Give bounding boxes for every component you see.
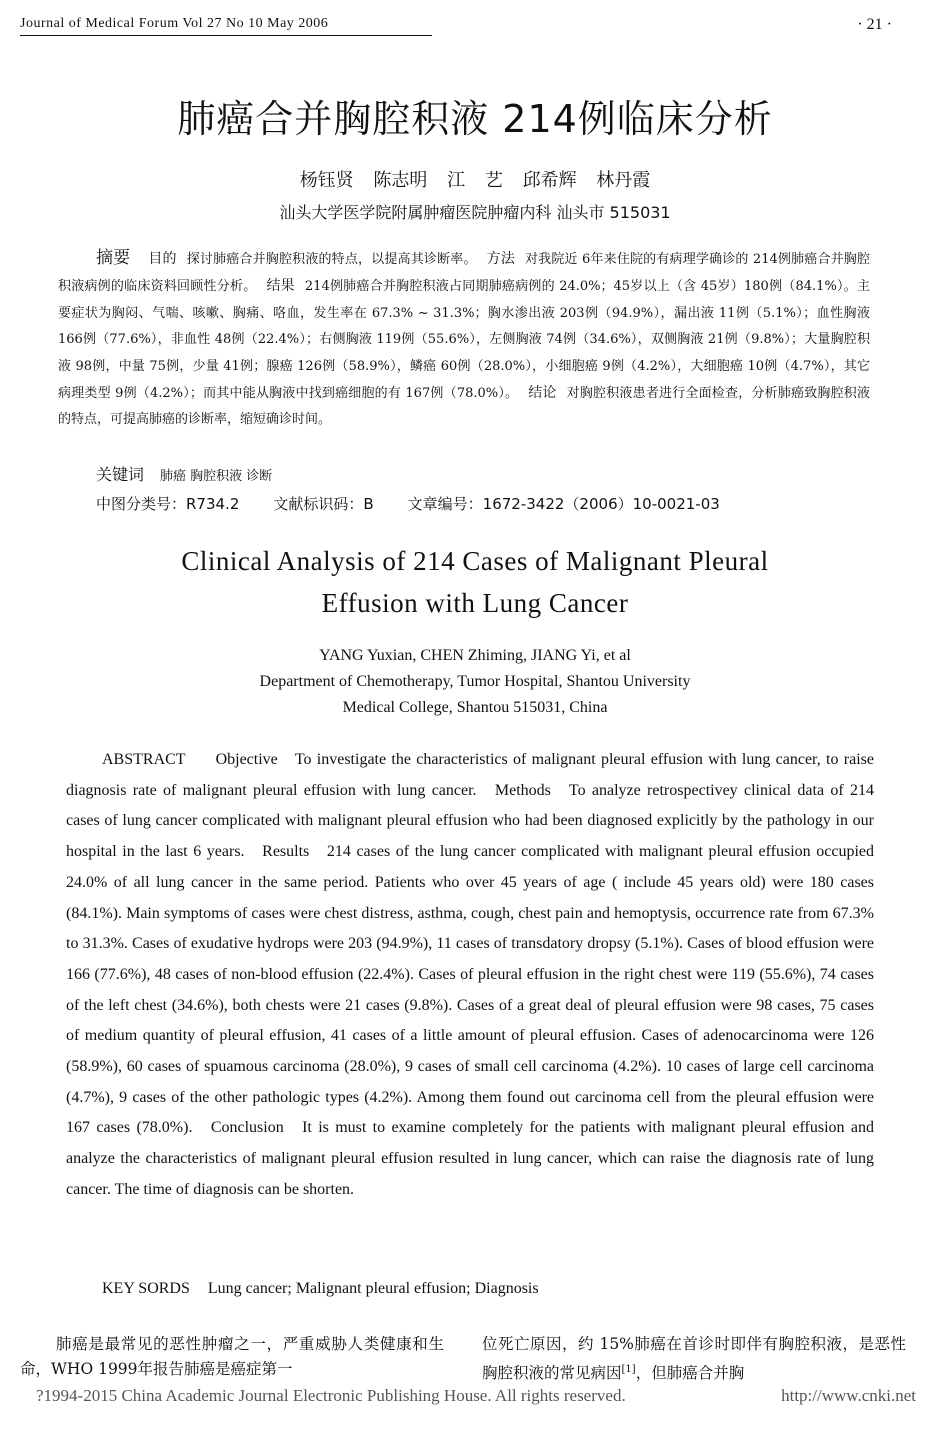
english-title xyxy=(0,540,950,624)
objective-text: 探讨肺癌合并胸腔积液的特点，以提高其诊断率。 xyxy=(186,252,477,267)
english-author-names: YANG Yuxian, CHEN Zhiming, JIANG Yi, et al xyxy=(319,647,631,664)
keywords-english xyxy=(102,1280,539,1298)
objective-label: 目的 xyxy=(148,251,177,267)
english-title-line-1: Clinical Analysis of 214 Cases of Malignant Pleural xyxy=(181,546,769,576)
keywords-chinese xyxy=(96,462,272,485)
english-affiliation-2: Medical College, Shantou 515031, China xyxy=(342,699,608,716)
english-authors xyxy=(0,643,950,721)
author-list: 杨钰贤 陈志明 江 艺 邱希辉 林丹霞 xyxy=(299,170,651,191)
article-title: 肺癌合并胸腔积液 214例临床分析 xyxy=(177,97,773,141)
english-affiliation-1: Department of Chemotherapy, Tumor Hospital, Shantou University xyxy=(259,673,691,690)
reference-marker[interactable]: [1] xyxy=(621,1364,636,1375)
page-number: · 21 · xyxy=(857,16,892,33)
article-number: 文章编号：1672-3422（2006）10-0021-03 xyxy=(407,495,720,513)
results-text: 214例肺癌合并胸腔积液占同期肺癌病例的 24.0%；45岁以上（含 45岁）180例（84.1%）。主要症状为胸闷、气喘、咳嗽、胸痛、咯血，发生率在 67.3% ~ 31.3%；胸水渗出液 203例（94.9%），漏出液 11例（5.1%）；血性胸液 166例（77.6%），非血性 48例（22.4%）；右侧胸液 119例（55.6%），左侧胸液 74例（34.6%），双侧胸液 21例（9.8%）；大量胸腔积液 98例，中量 75例，少量 41例；腺癌 126例（58.9%），鳞癌 60例（28.0%），小细胞癌 9例（4.2%），大细胞癌 10例（4.7%），其它病理类型 9例（4.2%）；而其中能从胸液中找到癌细胞的有 167例（78.0%）。 xyxy=(58,279,870,402)
results-label: 结果 xyxy=(266,278,295,295)
copyright-footer xyxy=(36,1386,916,1406)
methods-en-label: Methods xyxy=(494,781,551,799)
keywords-en-text: Lung cancer; Malignant pleural effusion; Diagnosis xyxy=(207,1280,539,1297)
affiliation: 汕头大学医学院附属肿瘤医院肿瘤内科 汕头市 515031 xyxy=(279,203,671,222)
conclusion-text: 对胸腔积液患者进行全面检查，分析肺癌致胸腔积液的特点，可提高肺癌的诊断率，缩短确诊时间。 xyxy=(58,386,870,428)
abstract-english xyxy=(66,745,874,1206)
abstract-chinese xyxy=(58,245,870,434)
clc-number: 中图分类号：R734.2 xyxy=(96,495,240,513)
keywords-en-label: KEY SORDS xyxy=(102,1280,190,1297)
results-en-label: Results xyxy=(262,843,310,861)
results-en-text: 214 cases of the lung cancer complicated with malignant pleural effusion occupied 24.0% of all lung cancer in the same period. Patients who over 45 years of age ( include 45 years old) were 180 cases (84.1%). Main symptoms of cases were chest distress, asthma, cough, chest pain and hemoptysis, occurrence rate from 67.3% to 31.3%. Cases of exudative hydrops were 203 (94.9%), 11 cases of transdatory dropsy (5.1%). Cases of blood effusion were 166 (77.6%), 48 cases of non-blood effusion (22.4%). Cases of pleural effusion in the right chest were 119 (55.6%), 74 cases of the left chest (34.6%), both chests were 21 cases (9.8%). Cases of a great deal of pleural effusion were 98 cases, 75 cases of medium quantity of pleural effusion, 41 cases of a little amount of pleural effusion. Cases of adenocarcinoma were 126 (58.9%), 60 cases of spuamous carcinoma (28.0%), 9 cases of small cell carcinoma (4.2%). 10 cases of large cell carcinoma (4.7%), 9 cases of the other pathologic types (4.2%). Among them found out carcinoma cell from the pleural effusion were 167 cases (78.0%). xyxy=(66,843,875,1137)
conclusion-en-text: It is must to examine completely for the patients with malignant pleural effusion and analyze the characteristics of malignant pleural effusion resulted in lung cancer, which can raise the diagnosis rate of lung cancer. The time of diagnosis can be shorten. xyxy=(66,1119,875,1198)
body-right-tail: ，但肺癌合并胸 xyxy=(635,1364,745,1383)
conclusion-label: 结论 xyxy=(528,385,557,402)
methods-label: 方法 xyxy=(486,251,515,267)
methods-text: 对我院近 6年来住院的有病理学确诊的 214例肺癌合并胸腔积液病例的临床资料回顾性分析。 xyxy=(58,252,870,295)
body-column-left: 肺癌是最常见的恶性肿瘤之一，严重威胁人类健康和生命，WHO 1999年报告肺癌是癌症第一 xyxy=(20,1335,444,1378)
english-title-line-2: Effusion with Lung Cancer xyxy=(321,588,629,618)
body-column-right xyxy=(482,1332,906,1386)
cnki-link[interactable]: http://www.cnki.net xyxy=(781,1386,916,1405)
methods-en-text: To analyze retrospectivey clinical data of 214 cases of lung cancer complicated with malignant pleural effusion who had been diagnosed explicitly by the pathology in our hospital in the last 6 years. xyxy=(66,781,875,861)
abstract-label: 摘要 xyxy=(96,248,131,268)
objective-en-text: To investigate the characteristics of malignant pleural effusion with lung cancer, to raise diagnosis rate of malignant pleural effusion with lung cancer. xyxy=(66,751,874,799)
copyright-text: ?1994-2015 China Academic Journal Electronic Publishing House. All rights reserved. xyxy=(36,1386,626,1405)
journal-header: Journal of Medical Forum Vol 27 No 10 May 2006 xyxy=(20,16,432,36)
keywords-label: 关键词 xyxy=(96,465,145,484)
abstract-en-label: ABSTRACT xyxy=(102,751,186,768)
conclusion-en-label: Conclusion xyxy=(210,1119,284,1137)
document-code: 文献标识码：B xyxy=(273,495,374,513)
body-right-text: 位死亡原因，约 15%肺癌在首诊时即伴有胸腔积液，是恶性胸腔积液的常见病因 xyxy=(482,1335,906,1383)
objective-en-label: Objective xyxy=(215,751,278,768)
classification-line xyxy=(96,493,754,514)
keywords-text: 肺癌 胸腔积液 诊断 xyxy=(160,469,273,484)
